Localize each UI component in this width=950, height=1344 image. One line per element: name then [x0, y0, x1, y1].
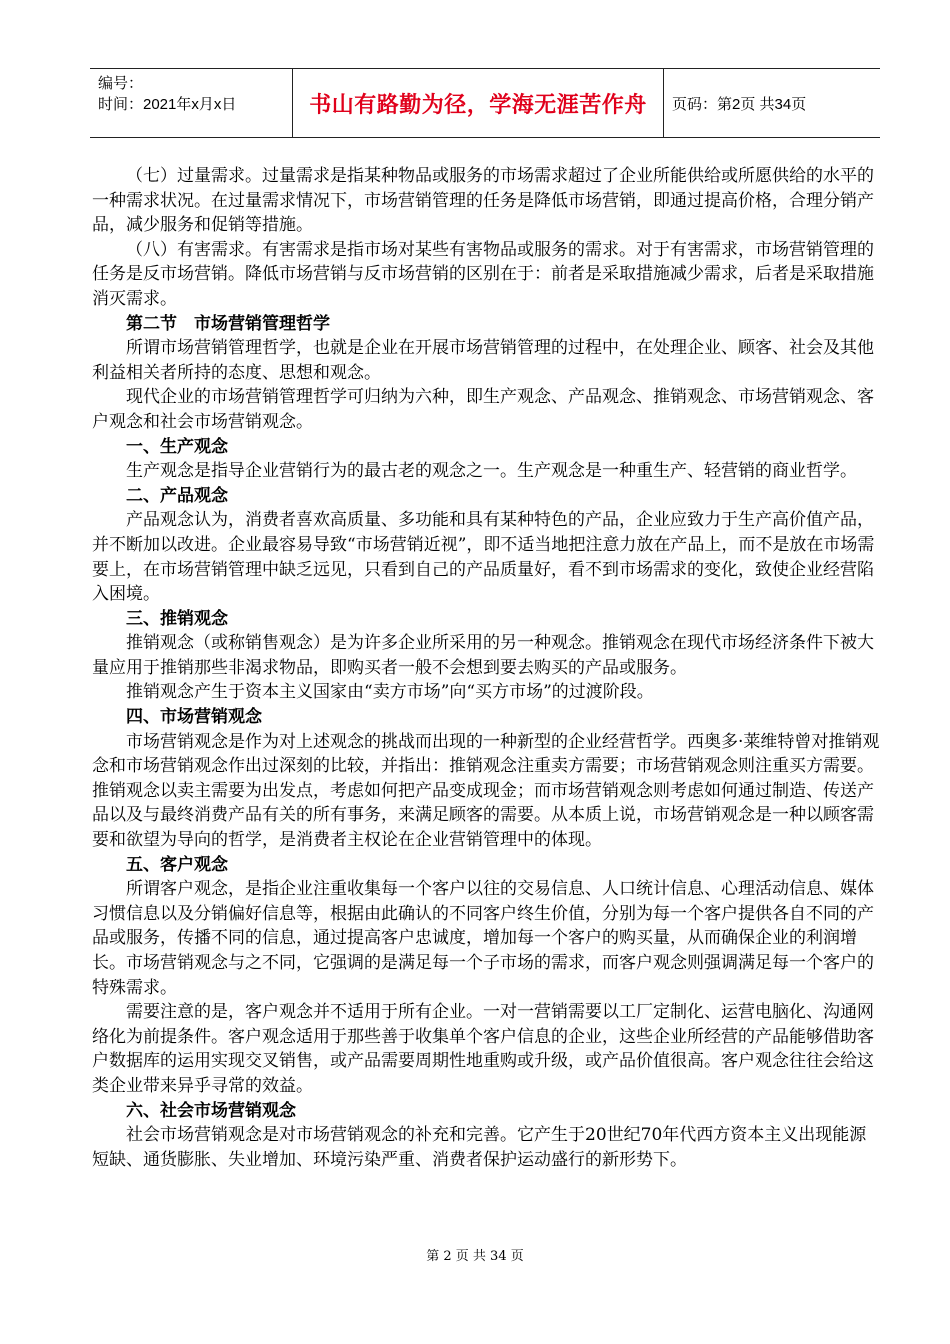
paragraph: 需要注意的是，客户观念并不适用于所有企业。一对一营销需要以工厂定制化、运营电脑化、沟通网络化为前提条件。客户观念适用于那些善于收集单个客户信息的企业，这些企业所经营的产品能够借助客户数据库的运用实现交叉销售，或产品需要周期性地重购或升级，或产品价值很高。客户观念往往会给这类企业带来异乎寻常的效益。 [92, 1002, 874, 1096]
code-label: 编号： [98, 75, 144, 92]
subsection-heading: 一、生产观念 [126, 436, 228, 457]
header-page-info: 页码：第2页 共34页 [672, 95, 807, 113]
subsection-heading: 五、客户观念 [126, 854, 228, 875]
subsection-heading: 四、市场营销观念 [126, 707, 262, 728]
subsection-heading: 三、推销观念 [126, 608, 228, 629]
paragraph: 产品观念认为，消费者喜欢高质量、多功能和具有某种特色的产品，企业应致力于生产高价值产品，并不断加以改进。企业最容易导致“市场营销近视”，即不适当地把注意力放在产品上，而不是放在市场需要上，在市场营销管理中缺乏远见，只看到自己的产品质量好，看不到市场需求的变化，致使企业经营陷入困境。 [92, 510, 875, 605]
paragraph: 社会市场营销观念是对市场营销观念的补充和完善。它产生于20世纪70年代西方资本主义出现能源短缺、通货膨胀、失业增加、环境污染严重、消费者保护运动盛行的新形势下。 [92, 1125, 867, 1170]
paragraph: 市场营销观念是作为对上述观念的挑战而出现的一种新型的企业经营哲学。西奥多·莱维特曾对推销观念和市场营销观念作出过深刻的比较，并指出：推销观念注重卖方需要；市场营销观念则注重买方需要。推销观念以卖主需要为出发点，考虑如何把产品变成现金；而市场营销观念则考虑如何通过制造、传送产品以及与最终消费产品有关的所有事务，来满足顾客的需要。从本质上说，市场营销观念是一种以顾客需要和欲望为导向的哲学，是消费者主权论在企业营销管理中的体现。 [92, 731, 880, 851]
paragraph: 所谓市场营销管理哲学，也就是企业在开展市场营销管理的过程中，在处理企业、顾客、社会及其他利益相关者所持的态度、思想和观念。 [92, 338, 874, 383]
page-header [90, 68, 880, 138]
page-footer: 第 2 页 共 34 页 [426, 1249, 524, 1264]
paragraph: （八）有害需求。有害需求是指市场对某些有害物品或服务的需求。对于有害需求，市场营销管理的任务是反市场营销。降低市场营销与反市场营销的区别在于：前者是采取措施减少需求，后者是采取措施消灭需求。 [92, 239, 874, 309]
paragraph: 所谓客户观念，是指企业注重收集每一个客户以往的交易信息、人口统计信息、心理活动信息、媒体习惯信息以及分销偏好信息等，根据由此确认的不同客户终生价值，分别为每一个客户提供各自不同的产品或服务，传播不同的信息，通过提高客户忠诚度，增加每一个客户的购买量，从而确保企业的利润增长。市场营销观念与之不同，它强调的是满足每一个子市场的需求，而客户观念则强调满足每一个客户的特殊需求。 [92, 879, 874, 998]
section-heading: 第二节 市场营销管理哲学 [126, 313, 330, 334]
paragraph: （七）过量需求。过量需求是指某种物品或服务的市场需求超过了企业所能供给或所愿供给的水平的一种需求状况。在过量需求情况下，市场营销管理的任务是降低市场营销，即通过提高价格，合理分销产品，减少服务和促销等措施。 [92, 166, 874, 236]
paragraph: 推销观念产生于资本主义国家由“卖方市场”向“买方市场”的过渡阶段。 [126, 682, 654, 703]
paragraph: 现代企业的市场营销管理哲学可归纳为六种，即生产观念、产品观念、推销观念、市场营销观念、客户观念和社会市场营销观念。 [92, 387, 874, 432]
header-motto: 书山有路勤为径，学海无涯苦作舟 [292, 69, 664, 137]
paragraph: 推销观念（或称销售观念）是为许多企业所采用的另一种观念。推销观念在现代市场经济条件下被大量应用于推销那些非渴求物品，即购买者一般不会想到要去购买的产品或服务。 [92, 633, 874, 678]
subsection-heading: 二、产品观念 [126, 485, 228, 506]
subsection-heading: 六、社会市场营销观念 [126, 1100, 296, 1121]
document-body [92, 164, 882, 1172]
time-label: 时间：2021年x月x日 [98, 96, 237, 113]
paragraph: 生产观念是指导企业营销行为的最古老的观念之一。生产观念是一种重生产、轻营销的商业哲学。 [126, 461, 857, 482]
header-meta [98, 73, 236, 115]
